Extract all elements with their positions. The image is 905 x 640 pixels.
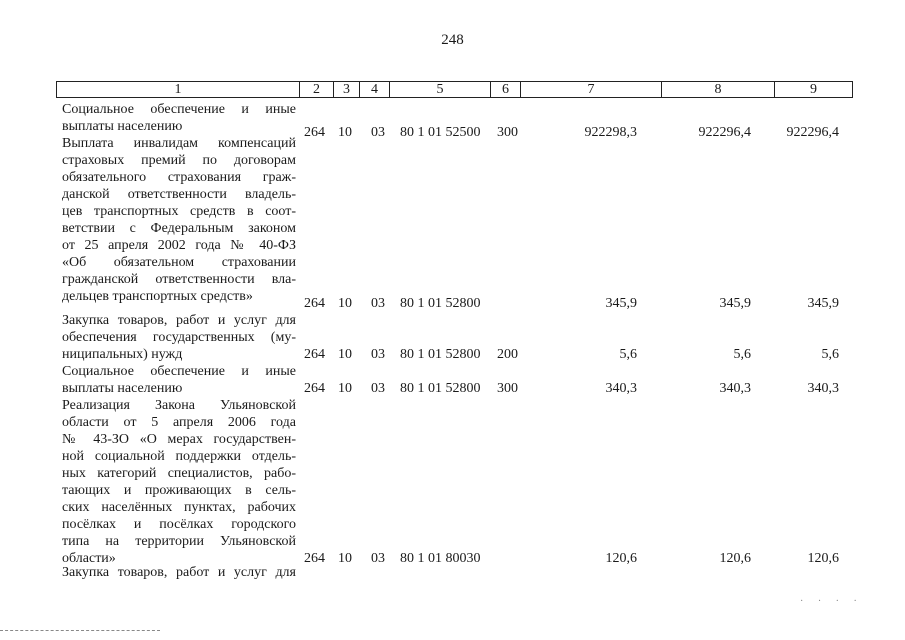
column-header-8: 8 [662,82,775,98]
description-line: выплаты населению [62,381,183,396]
cell-amount-7: 340,3 [605,381,637,396]
cell-amount-9: 340,3 [807,381,839,396]
cell-pr: 03 [371,381,385,396]
description-line: обеспечения государственных (му- [62,330,296,345]
cell-amount-8: 922296,4 [698,125,751,140]
cell-amount-7: 5,6 [619,347,637,362]
cell-amount-9: 5,6 [821,347,839,362]
cell-amount-9: 120,6 [807,551,839,566]
column-header-4: 4 [360,82,390,98]
cell-rz: 10 [338,381,352,396]
description-line: ных категорий специалистов, рабо- [62,466,296,481]
cell-pr: 03 [371,125,385,140]
column-header-7: 7 [521,82,662,98]
description-line: Реализация Закона Ульяновской [62,398,296,413]
row-description-law-43 [62,397,296,567]
description-line: «Об обязательном страховании [62,255,296,270]
column-header-1: 1 [57,82,300,98]
cell-ved: 264 [304,125,325,140]
cell-amount-7: 922298,3 [584,125,637,140]
cell-pr: 03 [371,347,385,362]
description-line: Социальное обеспечение и иные [62,102,296,117]
cell-amount-8: 340,3 [719,381,751,396]
scan-specks: · · · · [800,596,863,607]
cell-rz: 10 [338,125,352,140]
row-description-purchase-1 [62,312,296,363]
cell-csr: 80 1 01 52800 [400,296,481,311]
description-line: области» [62,551,116,566]
description-line: обязательного страхования граж- [62,170,296,185]
row-description-social-2 [62,363,296,397]
cell-pr: 03 [371,296,385,311]
column-header-6: 6 [491,82,521,98]
cell-csr: 80 1 01 80030 [400,551,481,566]
cell-vr: 300 [497,125,518,140]
description-line: Социальное обеспечение и иные [62,364,296,379]
description-line: страховых премий по договорам [62,153,296,168]
cell-csr: 80 1 01 52800 [400,381,481,396]
cell-amount-9: 345,9 [807,296,839,311]
cell-ved: 264 [304,381,325,396]
description-line: области от 5 апреля 2006 года [62,415,296,430]
description-line: посёлках и посёлках городского [62,517,296,532]
row-description-purchase-2 [62,564,296,581]
description-line: типа на территории Ульяновской [62,534,296,549]
column-header-9: 9 [775,82,853,98]
description-line: ниципальных) нужд [62,347,183,362]
cell-csr: 80 1 01 52500 [400,125,481,140]
description-line: № 43-ЗО «О мерах государствен- [62,432,296,447]
cell-amount-8: 5,6 [733,347,751,362]
cell-ved: 264 [304,347,325,362]
description-line: тающих и проживающих в сель- [62,483,296,498]
cell-ved: 264 [304,551,325,566]
column-header-2: 2 [300,82,334,98]
description-line: ной социальной поддержки отдель- [62,449,296,464]
description-line: дельцев транспортных средств» [62,289,253,304]
cell-rz: 10 [338,347,352,362]
description-line: Закупка товаров, работ и услуг для [62,565,296,580]
cell-rz: 10 [338,551,352,566]
cell-csr: 80 1 01 52800 [400,347,481,362]
cell-amount-8: 120,6 [719,551,751,566]
cell-amount-9: 922296,4 [786,125,839,140]
description-line: выплаты населению [62,119,183,134]
cell-amount-7: 345,9 [605,296,637,311]
column-header-row [56,81,853,98]
description-line: гражданской ответственности вла- [62,272,296,287]
cell-amount-7: 120,6 [605,551,637,566]
cell-pr: 03 [371,551,385,566]
page-number: 248 [441,32,464,48]
row-description-social-1 [62,101,296,135]
description-line: цев транспортных средств в соот- [62,204,296,219]
column-header-3: 3 [334,82,360,98]
column-header-5: 5 [390,82,491,98]
description-line: ветствии с Федеральным законом [62,221,296,236]
cell-amount-8: 345,9 [719,296,751,311]
description-line: ских населённых пунктах, рабочих [62,500,296,515]
description-line: данской ответственности владель- [62,187,296,202]
footer-rule [0,630,160,631]
cell-vr: 300 [497,381,518,396]
cell-vr: 200 [497,347,518,362]
description-line: от 25 апреля 2002 года № 40-ФЗ [62,238,296,253]
description-line: Выплата инвалидам компенсаций [62,136,296,151]
description-line: Закупка товаров, работ и услуг для [62,313,296,328]
cell-rz: 10 [338,296,352,311]
cell-ved: 264 [304,296,325,311]
row-description-osago [62,135,296,305]
